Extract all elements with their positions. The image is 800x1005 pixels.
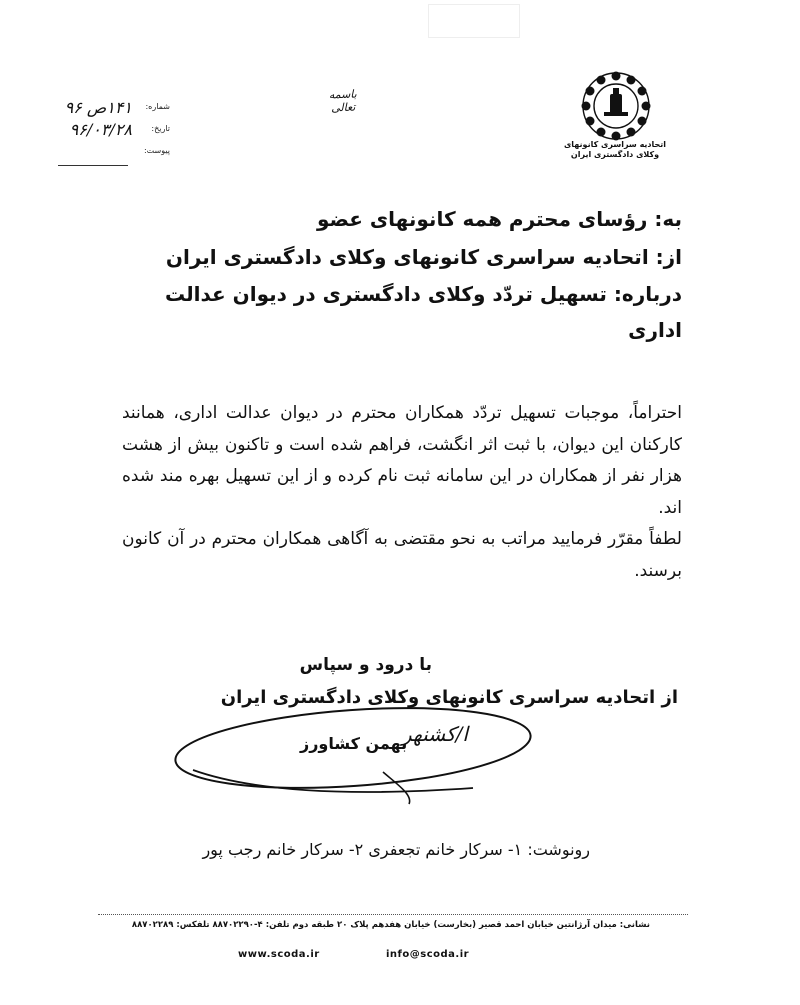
attachment-label: پیوست: xyxy=(143,146,170,155)
letter-header xyxy=(122,200,682,348)
metadata-underline xyxy=(58,165,128,166)
subject-line: درباره: تسهیل تردّد وکلای دادگستری در دیوان عدالت اداری xyxy=(164,282,682,342)
closing-greeting: با درود و سپاس xyxy=(299,655,432,675)
number-label: شماره: xyxy=(145,102,170,111)
attachment-row xyxy=(30,142,170,164)
signer-name: بهمن کشاورز xyxy=(300,734,408,753)
recipient-line: به: رؤسای محترم همه کانونهای عضو xyxy=(316,207,682,231)
date-row xyxy=(30,120,170,142)
footer-address: نشانی: میدان آرژانتین خیابان احمد قصیر (بخارست) خیابان هفدهم پلاک ۲۰ طبقه دوم تلفن: ۴-۸۸۷۰۲۲۹۰ تلفکس: ۸۸۷۰۲۲۸۹ xyxy=(131,920,650,930)
handwritten-signature: ا/کشنهر xyxy=(402,722,468,746)
date-label: تاریخ: xyxy=(151,124,170,133)
footer-email: info@scoda.ir xyxy=(386,949,470,960)
footer-divider xyxy=(98,914,688,915)
closing-sender: از اتحادیه سراسری کانونهای وکلای دادگستری ایران xyxy=(220,687,678,708)
date-value: ۹۶/۰۳/۲۸ xyxy=(69,120,132,139)
letter-metadata xyxy=(30,98,170,164)
cc-line: رونوشت: ۱- سرکار خانم تجعفری ۲- سرکار خانم رجب پور xyxy=(202,840,590,859)
bismillah-heading: باسمه تعالی xyxy=(328,87,357,115)
body-paragraph: احتراماً، موجبات تسهیل تردّد همکاران محترم در دیوان عدالت اداری، همانند کارکنان این دیوان، با ثبت اثر انگشت، فراهم شده است و تاکنون بیش از هشت هزار نفر از همکاران در این سامانه ثبت نام کرده و از این تسهیل بهره مند شده اند. xyxy=(122,403,682,518)
footer-website: www.scoda.ir xyxy=(238,949,320,960)
scan-blank-patch xyxy=(428,4,520,38)
number-row xyxy=(30,98,170,120)
number-value: ۱۴۱ص ۹۶ xyxy=(64,98,132,117)
signature-mark xyxy=(173,700,533,810)
logo-caption: اتحادیه سراسری کانونهای وکلای دادگستری ایران xyxy=(563,140,667,159)
letter-body xyxy=(122,398,682,587)
sender-line: از: اتحادیه سراسری کانونهای وکلای دادگستری ایران xyxy=(165,245,682,269)
body-paragraph: لطفاً مقرّر فرمایید مراتب به نحو مقتضی به آگاهی همکاران محترم در آن کانون برسند. xyxy=(122,529,682,581)
